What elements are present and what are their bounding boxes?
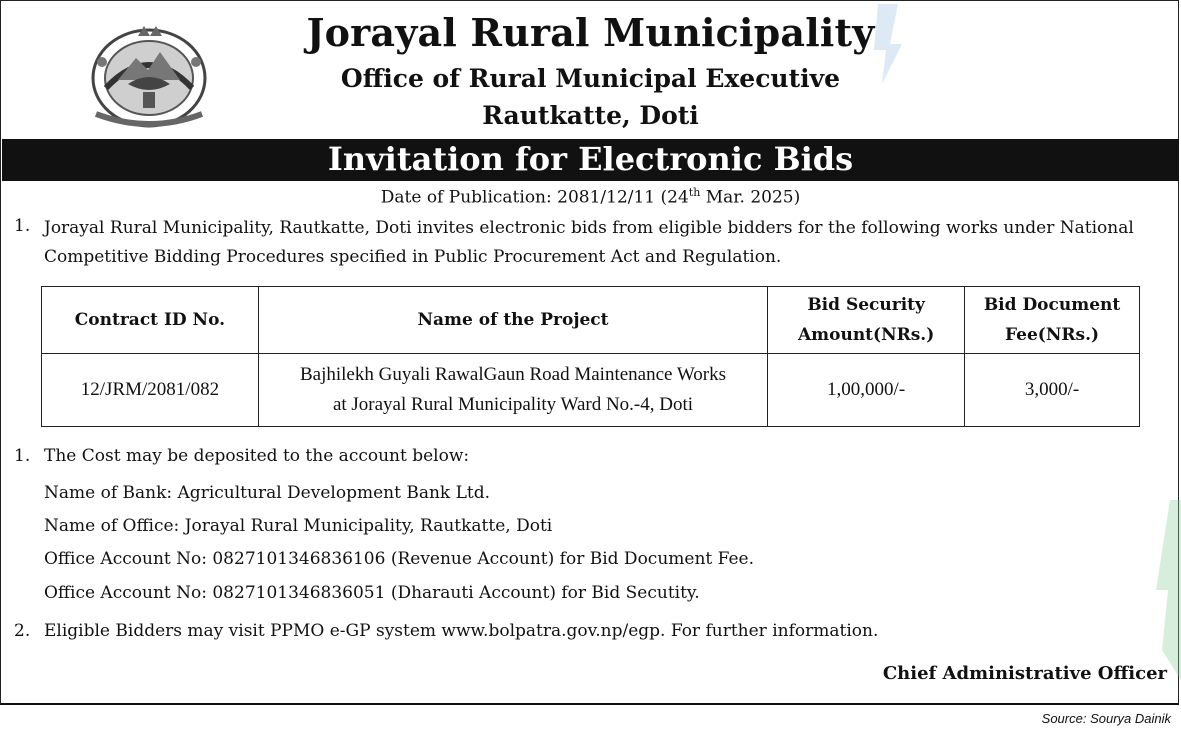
account-revenue: Office Account No: 0827101346836106 (Revenue Account) for Bid Document Fee. <box>44 549 755 569</box>
source-credit: Source: Sourya Dainik <box>1041 711 1171 726</box>
office-name-line: Name of Office: Jorayal Rural Municipality, Rautkatte, Doti <box>44 516 553 536</box>
notice-banner: Invitation for Electronic Bids <box>2 139 1179 181</box>
office-name: Office of Rural Municipal Executive <box>340 64 841 93</box>
cell-project-name: Bajhilekh Guyali RawalGaun Road Maintenance Works at Jorayal Rural Municipality Ward No.-4, Doti <box>258 354 767 427</box>
header-project-name: Name of the Project <box>258 287 767 354</box>
cell-document-fee: 3,000/- <box>965 354 1140 427</box>
payment-number: 1. <box>14 446 31 466</box>
table-header-row <box>42 287 1140 354</box>
office-location: Rautkatte, Doti <box>482 101 699 130</box>
eligibility-number: 2. <box>14 621 31 641</box>
publication-date-prefix: Date of Publication: 2081/12/11 (24 <box>380 187 689 208</box>
signature: Chief Administrative Officer <box>882 663 1167 684</box>
header-bid-security: Bid Security Amount(NRs.) <box>768 287 965 354</box>
header-document-fee: Bid Document Fee(NRs.) <box>965 287 1140 354</box>
intro-number: 1. <box>14 216 31 236</box>
publication-date <box>0 186 1181 208</box>
bids-table <box>41 286 1140 427</box>
publication-date-sup: th <box>688 186 701 199</box>
payment-heading: The Cost may be deposited to the account below: <box>44 446 470 466</box>
bank-name: Name of Bank: Agricultural Development Bank Ltd. <box>44 483 491 503</box>
cell-bid-security: 1,00,000/- <box>768 354 965 427</box>
header-contract-id: Contract ID No. <box>42 287 259 354</box>
account-dharauti: Office Account No: 0827101346836051 (Dharauti Account) for Bid Secutity. <box>44 583 700 603</box>
publication-date-suffix: Mar. 2025) <box>700 187 801 208</box>
cell-contract-id: 12/JRM/2081/082 <box>42 354 259 427</box>
eligibility-text: Eligible Bidders may visit PPMO e-GP system www.bolpatra.gov.np/egp. For further information. <box>44 621 879 641</box>
table-row <box>42 354 1140 427</box>
intro-paragraph: Jorayal Rural Municipality, Rautkatte, Doti invites electronic bids from eligible bidders for the following works under National Competitive Bidding Procedures specified in Public Procurement Act and Regulation. <box>44 218 1134 267</box>
municipality-title: Jorayal Rural Municipality <box>306 10 875 55</box>
